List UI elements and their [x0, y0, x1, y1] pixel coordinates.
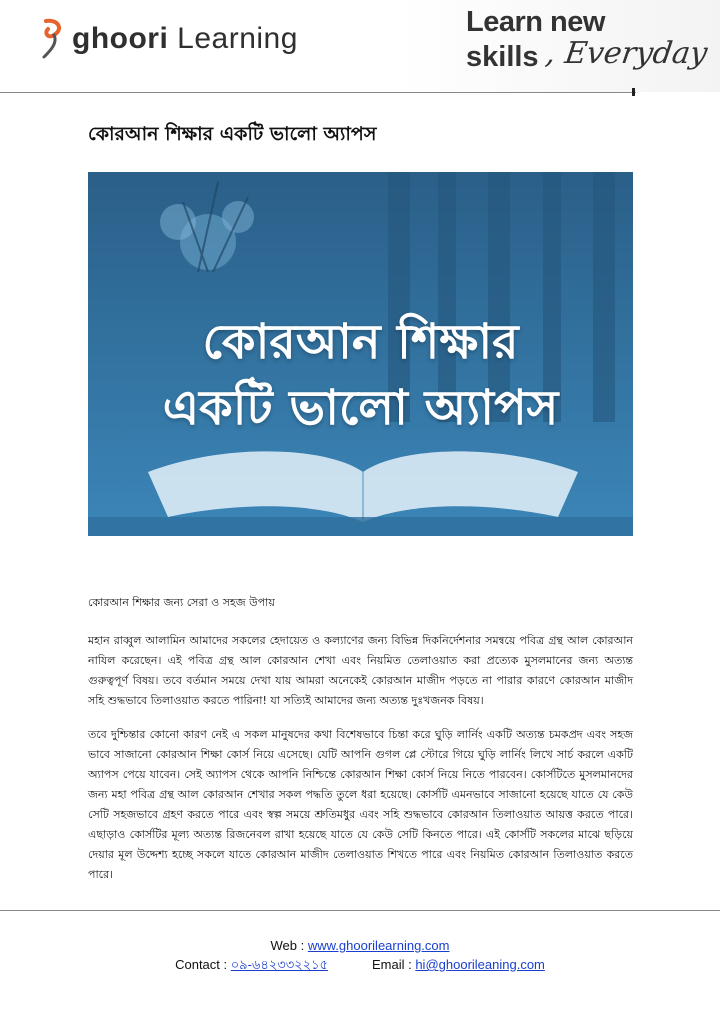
article-title: কোরআন শিক্ষার একটি ভালো অ্যাপস — [88, 123, 377, 145]
header-divider-mark — [632, 88, 635, 96]
article-paragraph-1: মহান রাব্বুল আলামিন আমাদের সকলের হেদায়েত ও কল্যাণের জন্য বিভিন্ন দিকনির্দেশনার সমন্বয়ে পবিত্র গ্রন্থ আল কোরআন নাযিল করেছেন। এই পবিত্র গ্রন্থ আল কোরআন শেখা এবং নিয়মিত তেলাওয়াত করা প্রত্যেক মুসলমানের জন্য অত্যন্ত গুরুত্বপূর্ণ বিষয়। তবে বর্তমান সময়ে দেখা যায় আমরা অনেকেই কোরআন মাজীদ পড়তে না পারার কারণে কোরআন মাজীদ সহি শুদ্ধভাবে তিলাওয়াত করতে পারিনা! যা সত্যিই আমাদের জন্য অত্যন্ত দুঃখজনক বিষয়। — [88, 634, 633, 707]
tagline-line2: skills — [466, 41, 539, 73]
header-divider — [0, 92, 636, 93]
tagline-line1: Learn new — [466, 6, 605, 38]
footer-divider — [0, 910, 720, 911]
hero-banner — [88, 172, 633, 536]
hero-heading-line1: কোরআন শিক্ষার — [202, 314, 519, 370]
website-link[interactable]: www.ghoorilearning.com — [307, 938, 450, 953]
kite-logo-icon — [40, 17, 68, 61]
email-label: Email : — [371, 957, 416, 972]
footer — [0, 936, 720, 974]
tagline — [466, 6, 710, 86]
footer-web-line — [0, 936, 720, 955]
article-subtitle: কোরআন শিক্ষার জন্য সেরা ও সহজ উপায় — [88, 596, 275, 609]
tagline-script: , Everyday — [543, 36, 710, 71]
web-label: Web : — [270, 938, 308, 953]
hero-heading-line2: একটি ভালো অ্যাপস — [162, 380, 559, 436]
logo-wordmark — [72, 22, 298, 56]
logo-light-text: Learning — [177, 22, 298, 55]
footer-contact-line — [0, 955, 720, 974]
article-paragraph-2: তবে দুশ্চিন্তার কোনো কারণ নেই এ সকল মানুষদের কথা বিশেষভাবে চিন্তা করে ঘুড়ি লার্নিং একটি অত্যন্ত চমকপ্রদ এবং সহজ ভাবে সাজানো কোরআন শিক্ষা কোর্স নিয়ে এসেছে। যেটি আপনি গুগল প্লে স্টোরে গিয়ে ঘুড়ি লার্নিং লিখে সার্চ করলে একটি অ্যাপস পেয়ে যাবেন। সেই অ্যাপস থেকে আপনি নিশ্চিন্তে কোরআন শিক্ষা কোর্স নিয়ে নিতে পারবেন। কোর্সটিতে মুসলমানদের জন্য মহা পবিত্র গ্রন্থ আল কোরআন শেখার সকল পদ্ধতি তুলে ধরা হয়েছে। কোর্সটি এমনভাবে সাজানো হয়েছে যাতে যে কেউ সেটি সহজভাবে গ্রহণ করতে পারে এবং স্বল্প সময়ে শ্রুতিমধুর এবং সহি শুদ্ধভাবে কোরআন তিলাওয়াত আয়ত্ত করতে পারে। এছাড়াও কোর্সটির মূল্য অত্যন্ত রিজনেবল রাখা হয়েছে যাতে যে কেউ সেটি কিনতে পারে। এই কোর্সটি সকলের মাঝে ছড়িয়ে দেয়ার মূল উদ্দেশ্য হচ্ছে সকলে যাতে কোরআন মাজীদ তেলাওয়াত শিখতে পারে এবং নিয়মিত কোরআন তিলাওয়াত করতে পারে। — [88, 728, 633, 881]
ghoori-logo[interactable] — [40, 14, 298, 64]
phone-link[interactable]: ০৯-৬৪২৩৩২২১৫ — [230, 957, 328, 972]
logo-bold-text: ghoori — [72, 22, 169, 55]
contact-label: Contact : — [175, 957, 231, 972]
article — [88, 120, 633, 899]
email-link[interactable]: hi@ghoorileaning.com — [415, 957, 545, 972]
